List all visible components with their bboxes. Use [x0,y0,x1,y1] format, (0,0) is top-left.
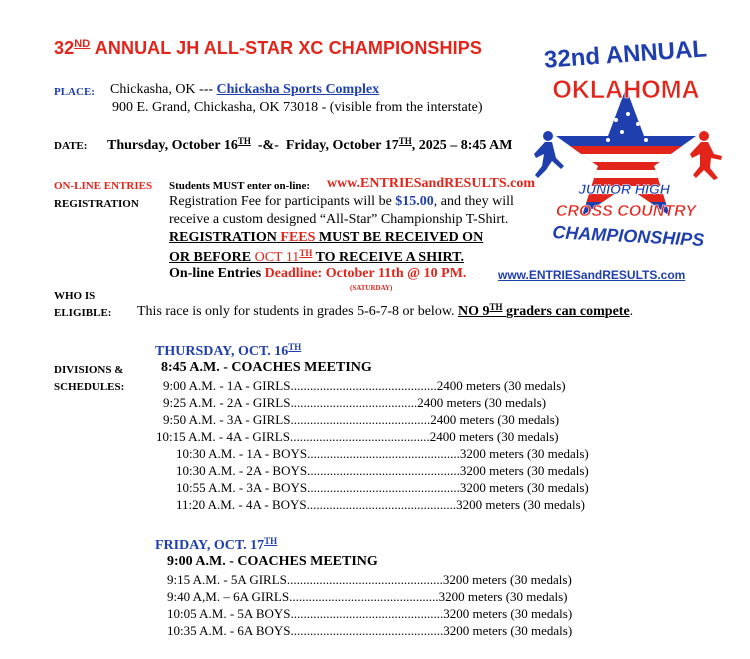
thursday-race-row: 9:00 A.M. - 1A - GIRLS.............................................2400 meters (30 medals) [163,378,566,393]
logo-line-1: 32nd ANNUAL [543,35,708,74]
thursday-race-row: 10:30 A.M. - 2A - BOYS...............................................3200 meters (30 medals) [176,463,589,478]
registration-label: REGISTRATION [54,198,139,210]
runner-right-icon [690,131,722,180]
friday-race-row: 10:35 A.M. - 6A BOYS...............................................3200 meters (30 medals) [167,623,573,638]
before-line: OR BEFORE OCT 11TH TO RECEIVE A SHIRT. [169,248,464,265]
friday-coaches-meeting: 9:00 A.M. - COACHES MEETING [167,554,378,569]
date-line: Thursday, October 16TH -&- Friday, October 17TH, 2025 – 8:45 AM [107,136,513,153]
eligibility-text: This race is only for students in grades 5-6-7-8 or below. NO 9TH graders can compete. [137,302,634,319]
friday-heading: FRIDAY, OCT. 17TH [155,536,278,553]
fees-deadline-line: REGISTRATION FEES MUST BE RECEIVED ON [169,230,484,245]
thursday-race-row: 9:50 A.M. - 3A - GIRLS...........................................2400 meters (30 medals) [163,412,560,427]
logo-line-3: JUNIOR HIGH [578,181,670,197]
logo-line-5: CHAMPIONSHIPS [551,222,705,250]
entries-site-link[interactable]: www.ENTRIESandRESULTS.com [498,268,686,282]
students-must-text: Students MUST enter on-line: [169,180,311,192]
online-entries-label: ON-LINE ENTRIES [54,180,153,192]
thursday-race-row: 10:15 A.M. - 4A - GIRLS...........................................2400 meters (30 medals) [156,429,559,444]
logo-line-4: CROSS COUNTRY [555,203,697,220]
who-is-label: WHO IS [54,290,96,302]
thursday-coaches-meeting: 8:45 A.M. - COACHES MEETING [161,360,372,375]
thursday-race-row: 10:30 A.M. - 1A - BOYS...............................................3200 meters (30 medals) [176,446,589,461]
thursday-heading: THURSDAY, OCT. 16TH [155,342,302,359]
friday-race-row: 9:40 A,M. – 6A GIRLS..............................................3200 meters (30 medals) [167,589,568,604]
friday-race-row: 10:05 A.M. - 5A BOYS...............................................3200 meters (30 medals) [167,606,573,621]
venue-link[interactable]: Chickasha Sports Complex [216,82,380,97]
place-address: 900 E. Grand, Chickasha, OK 73018 - (visible from the interstate) [112,100,483,115]
fee-amount: $15.00 [395,194,434,209]
divisions-label: DIVISIONS & [54,364,124,376]
eligible-label: ELIGIBLE: [54,307,112,319]
fee-line: Registration Fee for participants will be $15.00, and they will [169,194,514,209]
entries-site[interactable]: www.ENTRIESandRESULTS.com [327,176,535,191]
schedules-label: SCHEDULES: [54,381,125,393]
championship-logo [528,28,724,262]
saturday-note: (SATURDAY) [350,284,393,292]
thursday-race-row: 9:25 A.M. - 2A - GIRLS.......................................2400 meters (30 medals) [163,395,547,410]
thursday-race-row: 11:20 A.M. - 4A - BOYS..............................................3200 meters (30 medals) [176,497,586,512]
thursday-race-row: 10:55 A.M. - 3A - BOYS...............................................3200 meters (30 medals) [176,480,589,495]
friday-race-row: 9:15 A.M. - 5A GIRLS................................................3200 meters (30 medals) [167,572,572,587]
place-line [110,82,379,98]
date-label: DATE: [54,140,88,152]
place-city: Chickasha, OK --- [110,82,214,97]
shirt-line: receive a custom designed “All-Star” Championship T-Shirt. [169,212,509,227]
logo-line-2: OKLAHOMA [552,76,700,104]
deadline-line: On-line Entries Deadline: October 11th @ 10 PM. [169,266,467,281]
place-label: PLACE: [54,86,95,98]
page-title: 32ND ANNUAL JH ALL-STAR XC CHAMPIONSHIPS [54,38,482,58]
